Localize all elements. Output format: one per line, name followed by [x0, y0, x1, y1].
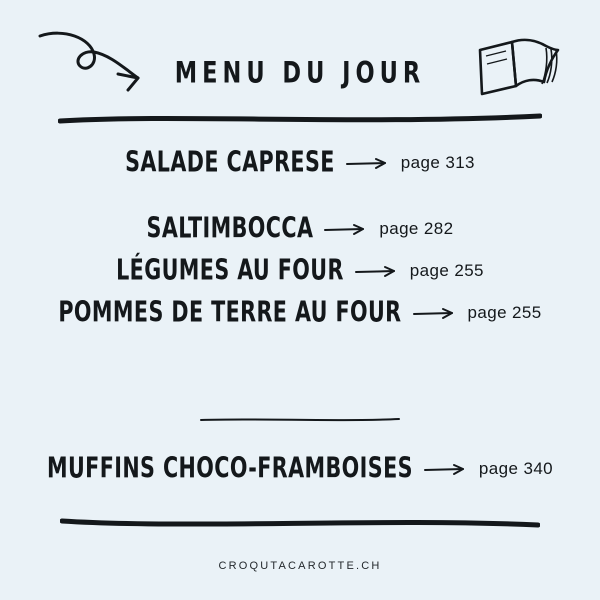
dish-name: LÉGUMES AU FOUR [116, 255, 344, 287]
arrow-right-icon [354, 264, 400, 278]
dish-name: SALTIMBOCCA [146, 213, 314, 245]
list-item [0, 147, 600, 179]
dish-name: SALADE CAPRESE [125, 147, 335, 179]
list-item [0, 297, 600, 329]
page-title-text: MENU DU JOUR [174, 55, 426, 90]
page-reference: page 282 [379, 219, 454, 238]
dish-name: MUFFINS CHOCO-FRAMBOISES [46, 453, 413, 485]
section-gap [0, 182, 600, 216]
menu-list [0, 147, 600, 332]
page-reference: page 255 [467, 303, 542, 322]
arrow-right-icon [345, 156, 391, 170]
website-label: CROQUTACAROTTE.CH [218, 560, 382, 572]
list-item [0, 255, 600, 287]
footer [0, 556, 600, 574]
menu-list-dessert [0, 453, 600, 488]
arrow-right-icon [423, 462, 469, 476]
list-item [0, 453, 600, 485]
arrow-right-icon [323, 222, 369, 236]
page-reference: page 313 [400, 153, 475, 172]
page-reference: page 340 [478, 459, 554, 478]
page-title [0, 55, 600, 90]
arrow-right-icon [412, 306, 458, 320]
list-item [0, 213, 600, 245]
middle-divider [200, 410, 400, 416]
bottom-divider [60, 516, 540, 530]
top-divider [58, 112, 542, 126]
page-reference: page 255 [409, 261, 484, 280]
dish-name: POMMES DE TERRE AU FOUR [58, 297, 402, 329]
